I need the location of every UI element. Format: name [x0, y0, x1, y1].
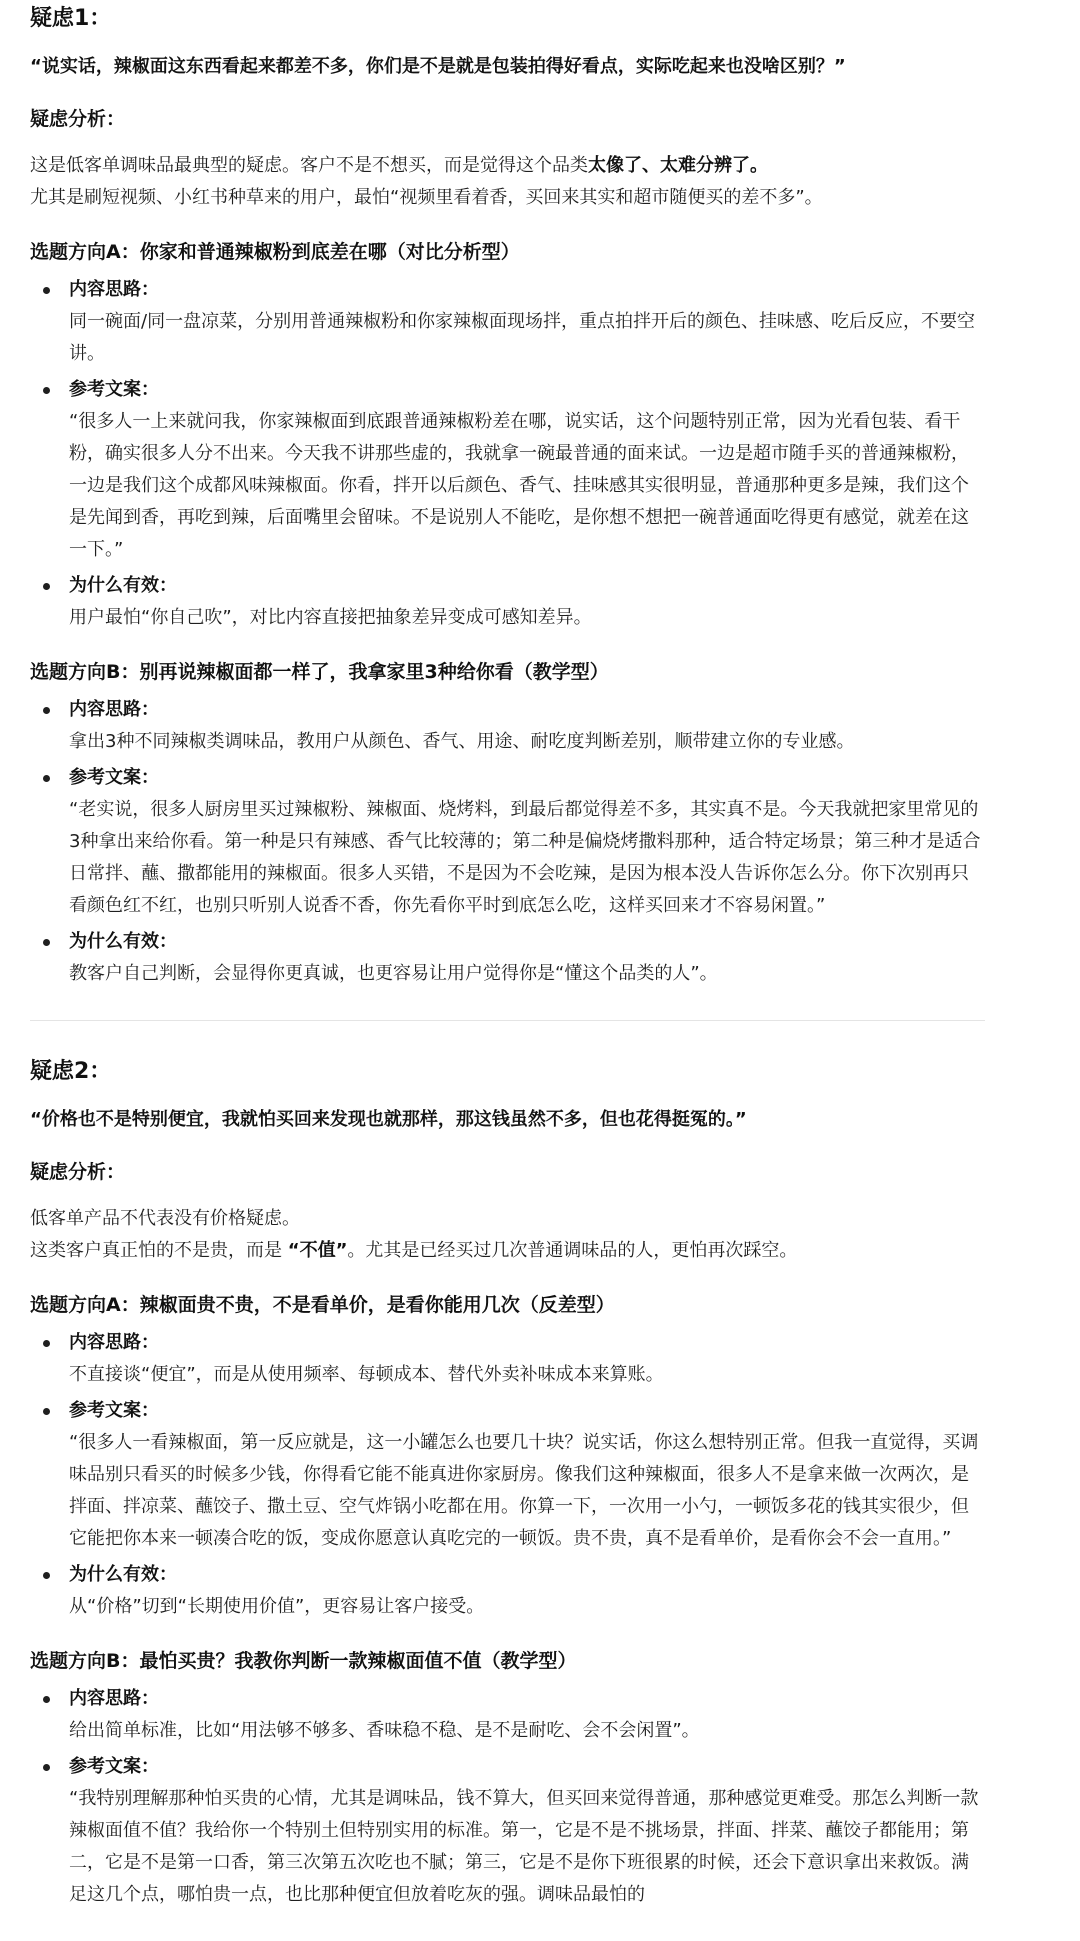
point-text: “很多人一上来就问我，你家辣椒面到底跟普通辣椒粉差在哪，说实话，这个问题特别正常，因为光看包装、看干粉，确实很多人分不出来。今天我不讲那些虚的，我就拿一碗最普通的面来试。一边是超市随手买的普通辣椒粉，一边是我们这个成都风味辣椒面。你看，拌开以后颜色、香气、挂味感其实很明显，普通那种更多是辣，我们这个是先闻到香，再吃到辣，后面嘴里会留味。不是说别人不能吃，是你想不想把一碗普通面吃得更有感觉，就差在这一下。” [69, 411, 969, 560]
point-text: 给出简单标准，比如“用法够不够多、香味稳不稳、是不是耐吃、会不会闲置”。 [69, 1720, 700, 1741]
point-label: 内容思路： [69, 699, 159, 720]
analysis-line-emphasis: “不值” [287, 1240, 348, 1261]
point-text: 教客户自己判断，会显得你更真诚，也更容易让用户觉得你是“懂这个品类的人”。 [69, 963, 718, 984]
list-item [30, 694, 985, 758]
concern-title: 疑虑2： [30, 1059, 112, 1084]
point-text: “我特别理解那种怕买贵的心情，尤其是调味品，钱不算大，但买回来觉得普通，那种感觉更难受。那怎么判断一款辣椒面值不值？我给你一个特别土但特别实用的标准。第一，它是不是不挑场景，拌面、拌菜、蘸饺子都能用；第二，它是不是第一口香，第三次第五次吃也不腻；第三，它是不是你下班很累的时候，还会下意识拿出来救饭。满足这几个点，哪怕贵一点，也比那种便宜但放着吃灰的强。调味品最怕的 [69, 1788, 979, 1905]
bullet-icon [43, 1408, 50, 1415]
point-label: 内容思路： [69, 1332, 159, 1353]
bullet-icon [43, 939, 50, 946]
list-item [30, 926, 985, 990]
customer-quote: “价格也不是特别便宜，我就怕买回来发现也就那样，那这钱虽然不多，但也花得挺冤的。” [30, 1109, 747, 1130]
analysis-heading: 疑虑分析： [30, 108, 126, 130]
analysis-line-text: 这是低客单调味品最典型的疑虑。客户不是不想买，而是觉得这个品类 [30, 155, 588, 176]
point-label: 参考文案： [69, 379, 159, 400]
point-label: 内容思路： [69, 279, 159, 300]
bullet-icon [43, 287, 50, 294]
point-text: 不直接谈“便宜”，而是从使用频率、每顿成本、替代外卖补味成本来算账。 [69, 1364, 664, 1385]
list-item [30, 762, 985, 922]
list-item [30, 374, 985, 566]
analysis-text [30, 1203, 985, 1267]
point-text: 用户最怕“你自己吹”，对比内容直接把抽象差异变成可感知差异。 [69, 607, 592, 628]
section-divider [30, 1020, 985, 1021]
concern-section-2 [30, 1055, 985, 1911]
analysis-heading: 疑虑分析： [30, 1161, 126, 1183]
point-label: 参考文案： [69, 767, 159, 788]
point-text: “很多人一看辣椒面，第一反应就是，这一小罐怎么也要几十块？说实话，你这么想特别正常。但我一直觉得，买调味品别只看买的时候多少钱，你得看它能不能真进你家厨房。像我们这种辣椒面，很多人不是拿来做一次两次，是拌面、拌凉菜、蘸饺子、撒土豆、空气炸锅小吃都在用。你算一下，一次用一小勺，一顿饭多花的钱其实很少，但它能把你本来一顿凑合吃的饭，变成你愿意认真吃完的一顿饭。贵不贵，真不是看单价，是看你会不会一直用。” [69, 1432, 979, 1549]
point-text: 从“价格”切到“长期使用价值”，更容易让客户接受。 [69, 1596, 485, 1617]
analysis-line [30, 1235, 985, 1267]
document-body [30, 0, 985, 1911]
bullet-icon [43, 583, 50, 590]
analysis-line [30, 182, 985, 214]
analysis-line [30, 1203, 985, 1235]
point-label: 参考文案： [69, 1400, 159, 1421]
list-item [30, 1683, 985, 1747]
point-text: 同一碗面/同一盘凉菜，分别用普通辣椒粉和你家辣椒面现场拌，重点拍拌开后的颜色、挂味感、吃后反应，不要空讲。 [69, 311, 976, 364]
point-label: 为什么有效： [69, 1564, 177, 1585]
point-text: 拿出3种不同辣椒类调味品，教用户从颜色、香气、用途、耐吃度判断差别，顺带建立你的专业感。 [69, 731, 855, 752]
point-label: 为什么有效： [69, 931, 177, 952]
bullet-icon [43, 707, 50, 714]
analysis-line-emphasis: 太像了、太难分辨了。 [588, 155, 768, 176]
topic-direction-points [30, 1327, 985, 1623]
topic-direction-heading: 选题方向A：你家和普通辣椒粉到底差在哪（对比分析型） [30, 241, 520, 263]
topic-direction-points [30, 274, 985, 634]
analysis-line-text: 这类客户真正怕的不是贵，而是 [30, 1240, 288, 1261]
customer-quote: “说实话，辣椒面这东西看起来都差不多，你们是不是就是包装拍得好看点，实际吃起来也没啥区别？” [30, 56, 846, 77]
bullet-icon [43, 1572, 50, 1579]
list-item [30, 1751, 985, 1911]
point-label: 为什么有效： [69, 575, 177, 596]
list-item [30, 1327, 985, 1391]
analysis-line-tail: 。尤其是已经买过几次普通调味品的人，更怕再次踩空。 [347, 1240, 798, 1261]
list-item [30, 1559, 985, 1623]
list-item [30, 274, 985, 370]
topic-direction-heading: 选题方向A：辣椒面贵不贵，不是看单价，是看你能用几次（反差型） [30, 1294, 615, 1316]
concern-section-1 [30, 0, 985, 990]
list-item [30, 1395, 985, 1555]
analysis-line-text: 尤其是刷短视频、小红书种草来的用户，最怕“视频里看着香，买回来其实和超市随便买的差不多”。 [30, 187, 823, 208]
list-item [30, 570, 985, 634]
bullet-icon [43, 775, 50, 782]
analysis-line-text: 低客单产品不代表没有价格疑虑。 [30, 1208, 300, 1229]
topic-direction-heading: 选题方向B：最怕买贵？我教你判断一款辣椒面值不值（教学型） [30, 1650, 577, 1672]
point-label: 内容思路： [69, 1688, 159, 1709]
analysis-text [30, 150, 985, 214]
bullet-icon [43, 1340, 50, 1347]
topic-direction-heading: 选题方向B：别再说辣椒面都一样了，我拿家里3种给你看（教学型） [30, 661, 609, 683]
concern-title: 疑虑1： [30, 6, 112, 31]
topic-direction-points [30, 1683, 985, 1911]
bullet-icon [43, 387, 50, 394]
point-label: 参考文案： [69, 1756, 159, 1777]
analysis-line [30, 150, 985, 182]
bullet-icon [43, 1764, 50, 1771]
point-text: “老实说，很多人厨房里买过辣椒粉、辣椒面、烧烤料，到最后都觉得差不多，其实真不是。今天我就把家里常见的3种拿出来给你看。第一种是只有辣感、香气比较薄的；第二种是偏烧烤撒料那种，适合特定场景；第三种才是适合日常拌、蘸、撒都能用的辣椒面。很多人买错，不是因为不会吃辣，是因为根本没人告诉你怎么分。你下次别再只看颜色红不红，也别只听别人说香不香，你先看你平时到底怎么吃，这样买回来才不容易闲置。” [69, 799, 981, 916]
topic-direction-points [30, 694, 985, 990]
bullet-icon [43, 1696, 50, 1703]
